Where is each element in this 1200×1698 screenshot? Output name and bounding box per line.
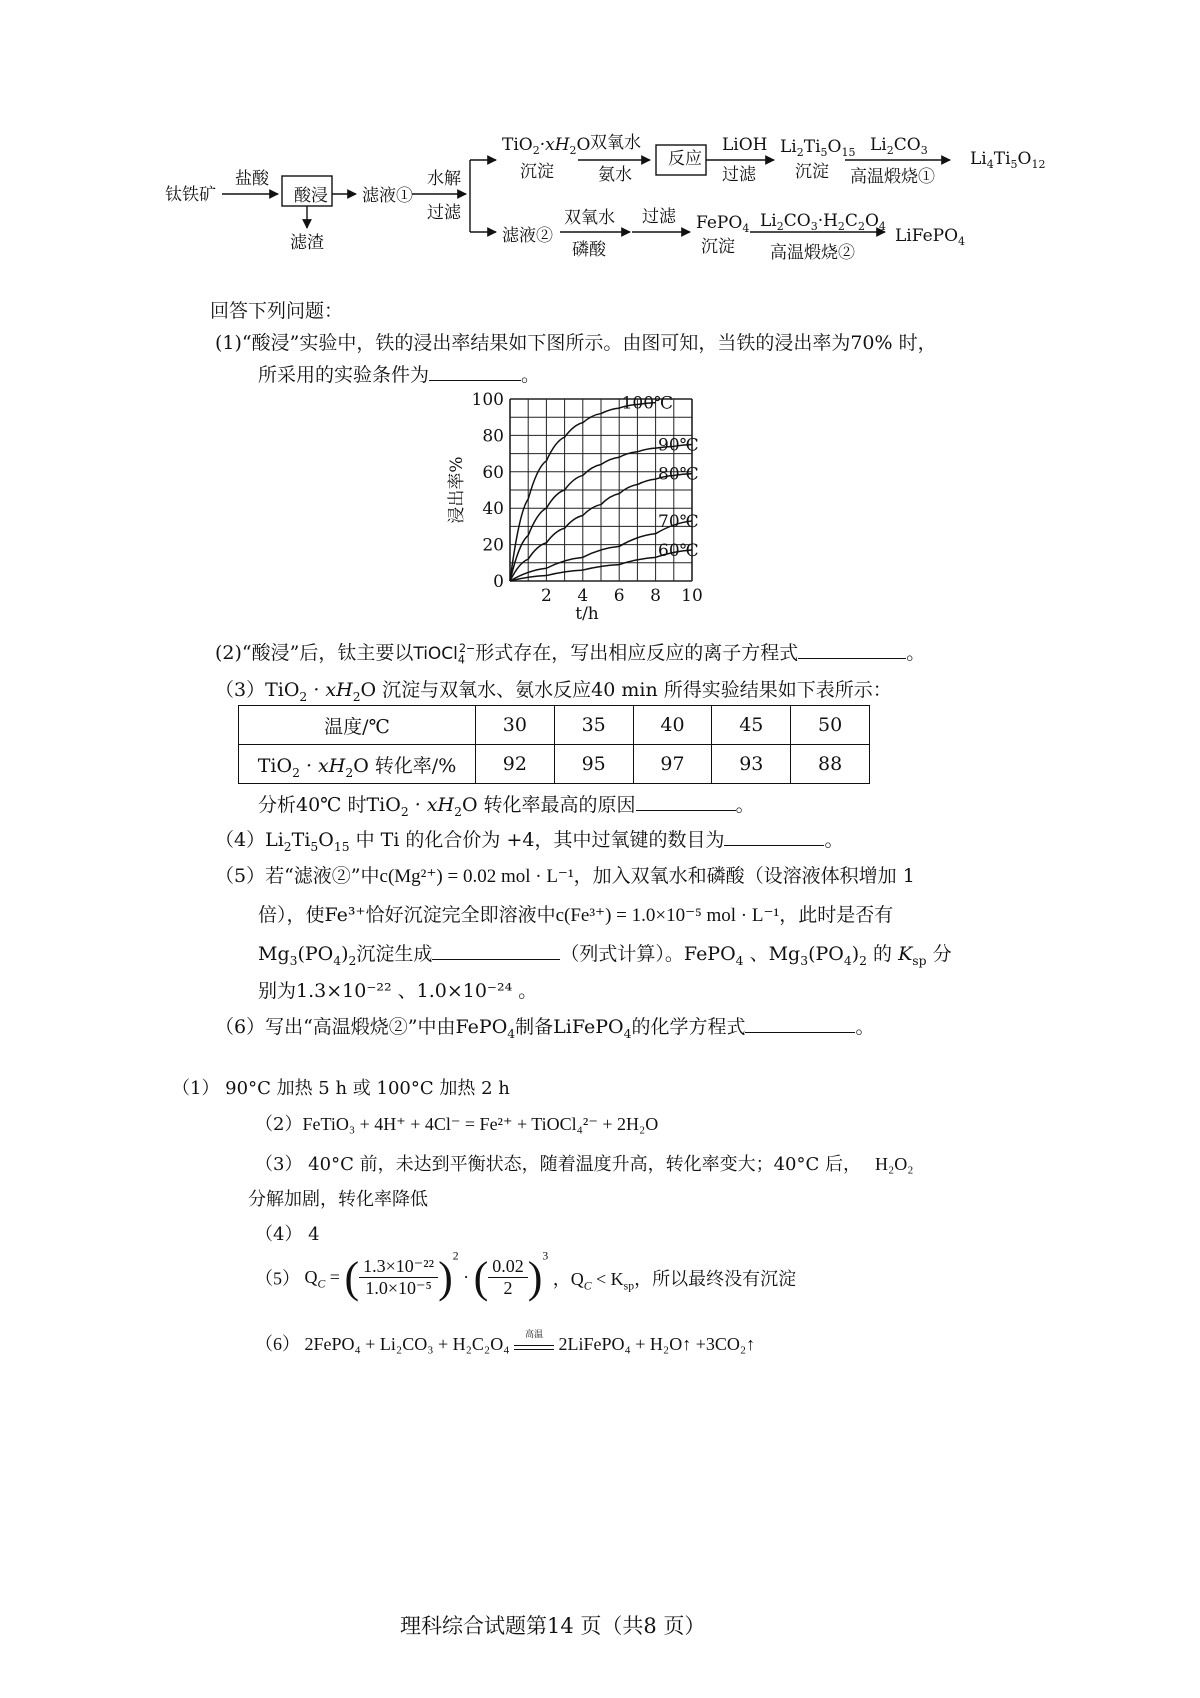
flow-lifepo4: LiFePO$_4$ bbox=[895, 226, 966, 248]
y-tick-label: 20 bbox=[482, 535, 504, 556]
table-cell: 95 bbox=[554, 745, 633, 784]
q4-line: $(4)Li_2Ti_5O_{15}$ 中 Ti 的化合价为 +4，其中过氧键的数目为 。 bbox=[215, 829, 844, 854]
flow-filtrate2: 滤液② bbox=[502, 226, 553, 246]
flow-filter3: 过滤 bbox=[642, 207, 676, 227]
flow-calcine1: 高温煅烧① bbox=[850, 167, 935, 187]
flow-filtrate1: 滤液① bbox=[362, 186, 413, 206]
answer-2: （2）FeTiO₃ + 4H⁺ + 4Cl⁻ = Fe²⁺ + TiOCl₄²⁻ + 2H₂O bbox=[255, 1114, 659, 1135]
y-tick-label: 40 bbox=[482, 499, 504, 520]
flow-lioh: LiOH bbox=[722, 135, 768, 155]
q1-answer-blank[interactable] bbox=[429, 362, 521, 381]
flow-calcine2: 高温煅烧② bbox=[770, 243, 855, 263]
y-tick-label: 100 bbox=[471, 390, 504, 410]
y-axis-label: 浸出率% bbox=[447, 456, 467, 524]
flow-reaction: 反应 bbox=[668, 149, 702, 169]
flow-filter2: 过滤 bbox=[722, 165, 756, 185]
series-label: 80℃ bbox=[658, 464, 699, 485]
q5-line1: （5）若“滤液②”中c(Mg²⁺) = 0.02 mol · L⁻¹，加入双氧水和磷酸（设溶液体积增加 1 bbox=[215, 865, 915, 887]
series-label: 60℃ bbox=[658, 541, 699, 562]
flow-h2o2-b: 双氧水 bbox=[564, 208, 615, 228]
q4-formula: $Li_2Ti_5O_{15}$ bbox=[265, 829, 350, 854]
flow-li2co3: $Li_2CO_3$ bbox=[870, 135, 928, 157]
x-tick-label: 8 bbox=[650, 586, 662, 606]
flow-ammonia: 氨水 bbox=[598, 165, 632, 185]
q5-answer-blank[interactable] bbox=[432, 941, 560, 960]
y-tick-label: 80 bbox=[482, 426, 504, 447]
table-cell: 97 bbox=[633, 745, 712, 784]
a6-condition-arrow: 高温 bbox=[514, 1339, 554, 1350]
x-tick-label: 2 bbox=[540, 586, 552, 606]
flow-li4ti5o12: $Li_4Ti_5O_{12}$ bbox=[970, 149, 1046, 171]
flow-tio2: $TiO_2\cdot xH_2O$ bbox=[502, 135, 591, 157]
q5-mg-formula: $Mg_3(PO_4)_2$ bbox=[258, 943, 357, 968]
flow-ore: 钛铁矿 bbox=[165, 185, 216, 205]
table-cell: 93 bbox=[712, 745, 791, 784]
q2-ion: TiOCl$_4^{2-}$ bbox=[413, 642, 476, 667]
x-axis-label: t/h bbox=[575, 604, 599, 624]
table-cell: 40 bbox=[633, 706, 712, 745]
table-cell: 92 bbox=[476, 745, 555, 784]
answer-6: （6） 2FePO₄ + Li₂CO₃ + H₂C₂O₄ 高温 2LiFePO₄ + H₂O↑ +3CO₂↑ bbox=[255, 1329, 756, 1354]
page-footer: 理科综合试题第14 页（共8 页） bbox=[400, 1614, 706, 1638]
q4-answer-blank[interactable] bbox=[724, 827, 824, 846]
table-cell: 35 bbox=[554, 706, 633, 745]
a5-fraction-2: $\frac{0.02}{2}$ bbox=[488, 1256, 528, 1299]
q1-prompt: 所采用的实验条件为 bbox=[258, 364, 430, 386]
flow-phosphoric: 磷酸 bbox=[572, 240, 606, 260]
q5-line4: 别为1.3×10⁻²² 、1.0×10⁻²⁴ 。 bbox=[258, 980, 538, 1002]
flow-precip3: 沉淀 bbox=[701, 237, 735, 257]
table-row bbox=[239, 706, 870, 745]
table-cell: 45 bbox=[712, 706, 791, 745]
table-row bbox=[239, 745, 870, 784]
y-tick-label: 0 bbox=[493, 572, 504, 592]
series-label: 90℃ bbox=[658, 435, 699, 456]
table-row-label: $TiO_2 \cdot xH_2O$ 转化率/% bbox=[239, 745, 476, 784]
y-tick-label: 60 bbox=[482, 462, 504, 483]
q6-answer-blank[interactable] bbox=[745, 1014, 855, 1033]
q1-line1: (1)“酸浸”实验中，铁的浸出率结果如下图所示。由图可知，当铁的浸出率为70% 时， bbox=[215, 332, 937, 354]
table-cell: 88 bbox=[791, 745, 870, 784]
process-flow-diagram bbox=[150, 120, 1140, 280]
answer-5: （5） $Q_C$ = ( $\frac{\text{1.3×10⁻²²}}{\text{1.0×10⁻⁵}}$ )$^2$ · ( $\frac{0.02}{2}$ )$^3$ ，$Q_C < K_{sp}$，所以最终没有沉淀 bbox=[255, 1249, 797, 1302]
flow-residue: 滤渣 bbox=[290, 233, 324, 253]
answer-1: （1） 90°C 加热 5 h 或 100°C 加热 2 h bbox=[172, 1078, 510, 1099]
flow-li2ti5o15: $Li_2Ti_5O_{15}$ bbox=[780, 137, 856, 159]
a5-fraction-1: $\frac{\text{1.3×10⁻²²}}{\text{1.0×10⁻⁵}}$ bbox=[359, 1256, 438, 1299]
series-label: 70℃ bbox=[658, 511, 699, 532]
series-label: 100℃ bbox=[621, 393, 674, 414]
q6-line: （6）写出“高温煅烧②”中由FePO$_4$制备LiFePO$_4$的化学方程式 。 bbox=[215, 1016, 875, 1041]
q3-analysis: 分析40℃ 时$TiO_2 \cdot xH_2O$ 转化率最高的原因 。 bbox=[258, 794, 755, 819]
q2-answer-blank[interactable] bbox=[798, 640, 906, 659]
x-tick-label: 4 bbox=[577, 586, 589, 606]
intro-text: 回答下列问题： bbox=[210, 300, 344, 322]
conversion-table bbox=[238, 705, 870, 784]
answer-3-line1: （3） 40°C 前，未达到平衡状态，随着温度升高，转化率变大；40°C 后， H₂O₂ bbox=[255, 1154, 914, 1175]
flow-fepo4: FePO$_4$ bbox=[696, 213, 750, 235]
x-tick-label: 10 bbox=[681, 586, 703, 606]
flow-leach: 酸浸 bbox=[294, 186, 328, 206]
table-cell: 50 bbox=[791, 706, 870, 745]
answer-4: （4） 4 bbox=[255, 1224, 320, 1245]
flow-h2o2: 双氧水 bbox=[590, 133, 641, 153]
x-tick-label: 6 bbox=[613, 586, 625, 606]
answer-3-line2: 分解加剧，转化率降低 bbox=[248, 1189, 428, 1210]
flow-filter: 过滤 bbox=[427, 203, 461, 223]
flow-precip2: 沉淀 bbox=[795, 162, 829, 182]
table-cell: 30 bbox=[476, 706, 555, 745]
flow-hcl: 盐酸 bbox=[235, 169, 269, 189]
q5-line3: $Mg_3(PO_4)_2$沉淀生成 （列式计算）。FePO$_4$ 、$Mg_3(PO_4)_2$ 的 $K_{sp}$ 分 bbox=[258, 943, 952, 968]
q1-line2: 所采用的实验条件为 。 bbox=[258, 364, 541, 386]
flow-hydrolysis: 水解 bbox=[427, 169, 461, 189]
table-header-label: 温度/℃ bbox=[239, 706, 476, 745]
q5-line2: 倍），使Fe³⁺恰好沉淀完全即溶液中c(Fe³⁺) = 1.0×10⁻⁵ mol · L⁻¹，此时是否有 bbox=[258, 904, 894, 926]
q3-intro: $(3)TiO_2 \cdot xH_2O$ 沉淀与双氧水、氨水反应40 min 所得实验结果如下表所示： bbox=[215, 679, 892, 704]
leaching-rate-chart bbox=[440, 385, 720, 625]
q2-line: (2)“酸浸”后，钛主要以TiOCl$_4^{2-}$形式存在，写出相应反应的离子方程式 。 bbox=[215, 642, 926, 667]
flow-precipitate: 沉淀 bbox=[520, 162, 554, 182]
q3-answer-blank[interactable] bbox=[636, 792, 736, 811]
flow-mix: $Li_2CO_3\cdot H_2C_2O_4$ bbox=[760, 211, 886, 233]
